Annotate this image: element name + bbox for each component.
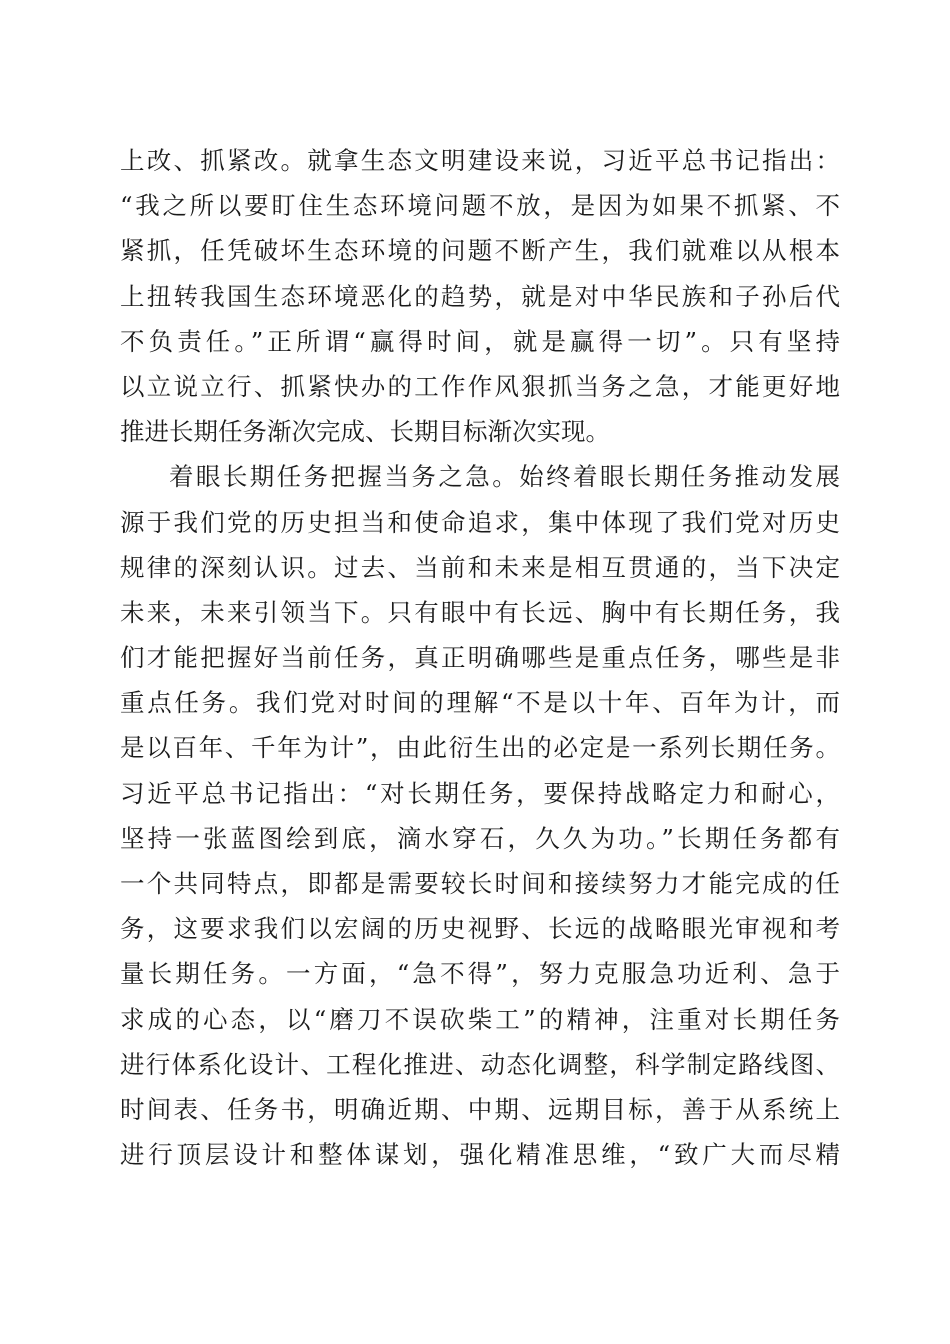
text-line: 一个共同特点，即都是需要较长时间和接续努力才能完成的任 [120,869,840,898]
text-line: 时间表、任务书，明确近期、中期、远期目标，善于从系统上 [120,1094,840,1124]
text-line: 上扭转我国生态环境恶化的趋势，就是对中华民族和子孙后代 [120,281,840,311]
text-line: 务，这要求我们以宏阔的历史视野、长远的战略眼光审视和考 [120,914,840,944]
text-line: 进行体系化设计、工程化推进、动态化调整，科学制定路线图、 [120,1049,840,1079]
text-line: 是以百年、千年为计”，由此衍生出的必定是一系列长期任务。 [120,733,840,763]
text-line: 坚持一张蓝图绘到底，滴水穿石，久久为功。”长期任务都有 [120,823,840,853]
text-line: 重点任务。我们党对时间的理解“不是以十年、百年为计，而 [120,688,840,718]
text-line: 以立说立行、抓紧快办的工作作风狠抓当务之急，才能更好地 [120,371,840,401]
text-line: 求成的心态，以“磨刀不误砍柴工”的精神，注重对长期任务 [120,1004,840,1034]
text-line: 上改、抓紧改。就拿生态文明建设来说，习近平总书记指出： [120,146,840,175]
text-line: 量长期任务。一方面，“急不得”，努力克服急功近利、急于 [120,959,840,989]
text-line: 进行顶层设计和整体谋划，强化精准思维，“致广大而尽精 [120,1140,840,1170]
text-line: 不负责任。”正所谓“赢得时间，就是赢得一切”。只有坚持 [120,326,840,356]
text-line: 习近平总书记指出：“对长期任务，要保持战略定力和耐心， [120,778,840,808]
text-line: 源于我们党的历史担当和使命追求，集中体现了我们党对历史 [120,507,840,537]
text-line: 推进长期任务渐次完成、长期目标渐次实现。 [120,417,610,447]
text-line: “我之所以要盯住生态环境问题不放，是因为如果不抓紧、不 [120,191,840,221]
paragraph-heading-line: 着眼长期任务把握当务之急。始终着眼长期任务推动发展 [169,462,840,492]
text-line: 们才能把握好当前任务，真正明确哪些是重点任务，哪些是非 [120,643,840,673]
text-line: 规律的深刻认识。过去、当前和未来是相互贯通的，当下决定 [120,552,840,582]
body-text [120,138,840,1177]
text-line: 紧抓，任凭破坏生态环境的问题不断产生，我们就难以从根本 [120,236,840,266]
text-line: 未来，未来引领当下。只有眼中有长远、胸中有长期任务，我 [120,597,840,627]
